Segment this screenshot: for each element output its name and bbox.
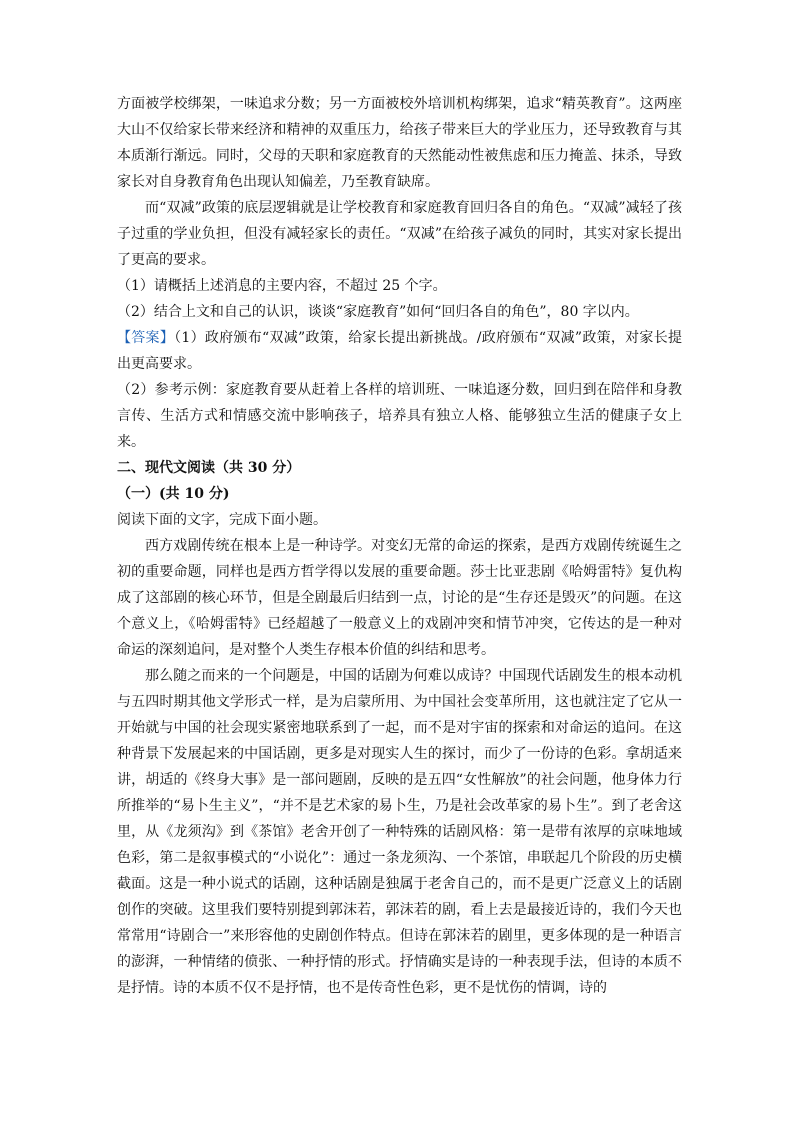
section-sub-title: （一）(共 10 分) — [117, 486, 230, 502]
passage-a-paragraph-2: 而“双减”政策的底层逻辑就是让学校教育和家庭教育回归各自的角色。“双减”减轻了孩子过重的学业负担，但没有减轻家长的责任。“双减”在给孩子减负的同时，其实对家长提出了更高的要求。 — [117, 200, 682, 268]
passage-a-paragraph-1: 方面被学校绑架，一味追求分数；另一方面被校外培训机构绑架，追求“精英教育”。这两座大山不仅给家长带来经济和精神的双重压力，给孩子带来巨大的学业压力，还导致教育与其本质渐行渐远。同时，父母的天职和家庭教育的天然能动性被焦虑和压力掩盖、抹杀，导致家长对自身教育角色出现认知偏差，乃至教育缺席。 — [117, 96, 682, 190]
reading-instruction: 阅读下面的文字，完成下面小题。 — [117, 512, 327, 528]
document-body — [117, 91, 682, 1001]
answer-2: （2）参考示例：家庭教育要从赶着上各样的培训班、一味追逐分数，回归到在陪伴和身教言传、生活方式和情感交流中影响孩子，培养具有独立人格、能够独立生活的健康子女上来。 — [117, 382, 682, 450]
answer-1 — [117, 325, 682, 377]
question-1: （1）请概括上述消息的主要内容，不超过 25 个字。 — [117, 278, 447, 294]
passage-b-paragraph-1: 西方戏剧传统在根本上是一种诗学。对变幻无常的命运的探索，是西方戏剧传统诞生之初的重要命题，同样也是西方哲学得以发展的重要命题。莎士比亚悲剧《哈姆雷特》复仇构成了这部剧的核心环节，但是全剧最后归结到一点，讨论的是“生存还是毁灭”的问题。在这个意义上，《哈姆雷特》已经超越了一般意义上的戏剧冲突和情节冲突，它传达的是一种对命运的深刻追问，是对整个人类生存根本价值的纠结和思考。 — [117, 538, 682, 658]
passage-b-paragraph-2: 那么随之而来的一个问题是，中国的话剧为何难以成诗？中国现代话剧发生的根本动机与五四时期其他文学形式一样，是为启蒙所用、为中国社会变革所用，这也就注定了它从一开始就与中国的社会现实紧密地联系到了一起，而不是对宇宙的探索和对命运的追问。在这种背景下发展起来的中国话剧，更多是对现实人生的探讨，而少了一份诗的色彩。拿胡适来讲，胡适的《终身大事》是一部问题剧，反映的是五四“女性解放”的社会问题，他身体力行所推举的“易卜生主义”，“并不是艺术家的易卜生，乃是社会改革家的易卜生”。到了老舍这里，从《龙须沟》到《茶馆》老舍开创了一种特殊的话剧风格：第一是带有浓厚的京味地域色彩，第二是叙事模式的“小说化”：通过一条龙须沟、一个茶馆，串联起几个阶段的历史横截面。这是一种小说式的话剧，这种话剧是独属于老舍自己的，而不是更广泛意义上的话剧创作的突破。这里我们要特别提到郭沫若，郭沫若的剧，看上去是最接近诗的，我们今天也常常用“诗剧合一”来形容他的史剧创作特点。但诗在郭沫若的剧里，更多体现的是一种语言的澎湃，一种情绪的偾张、一种抒情的形式。抒情确实是诗的一种表现手法，但诗的本质不是抒情。诗的本质不仅不是抒情，也不是传奇性色彩，更不是忧伤的情调，诗的 — [117, 668, 682, 996]
answer-1-text: （1）政府颁布“双减”政策，给家长提出新挑战。/政府颁布“双减”政策，对家长提出更高要求。 — [117, 330, 682, 372]
answer-tag: 【答案】 — [117, 330, 175, 346]
section-title: 二、现代文阅读（共 30 分） — [117, 460, 301, 476]
question-2: （2）结合上文和自己的认识，谈谈“家庭教育”如何“回归各自的角色”，80 字以内。 — [117, 304, 639, 320]
